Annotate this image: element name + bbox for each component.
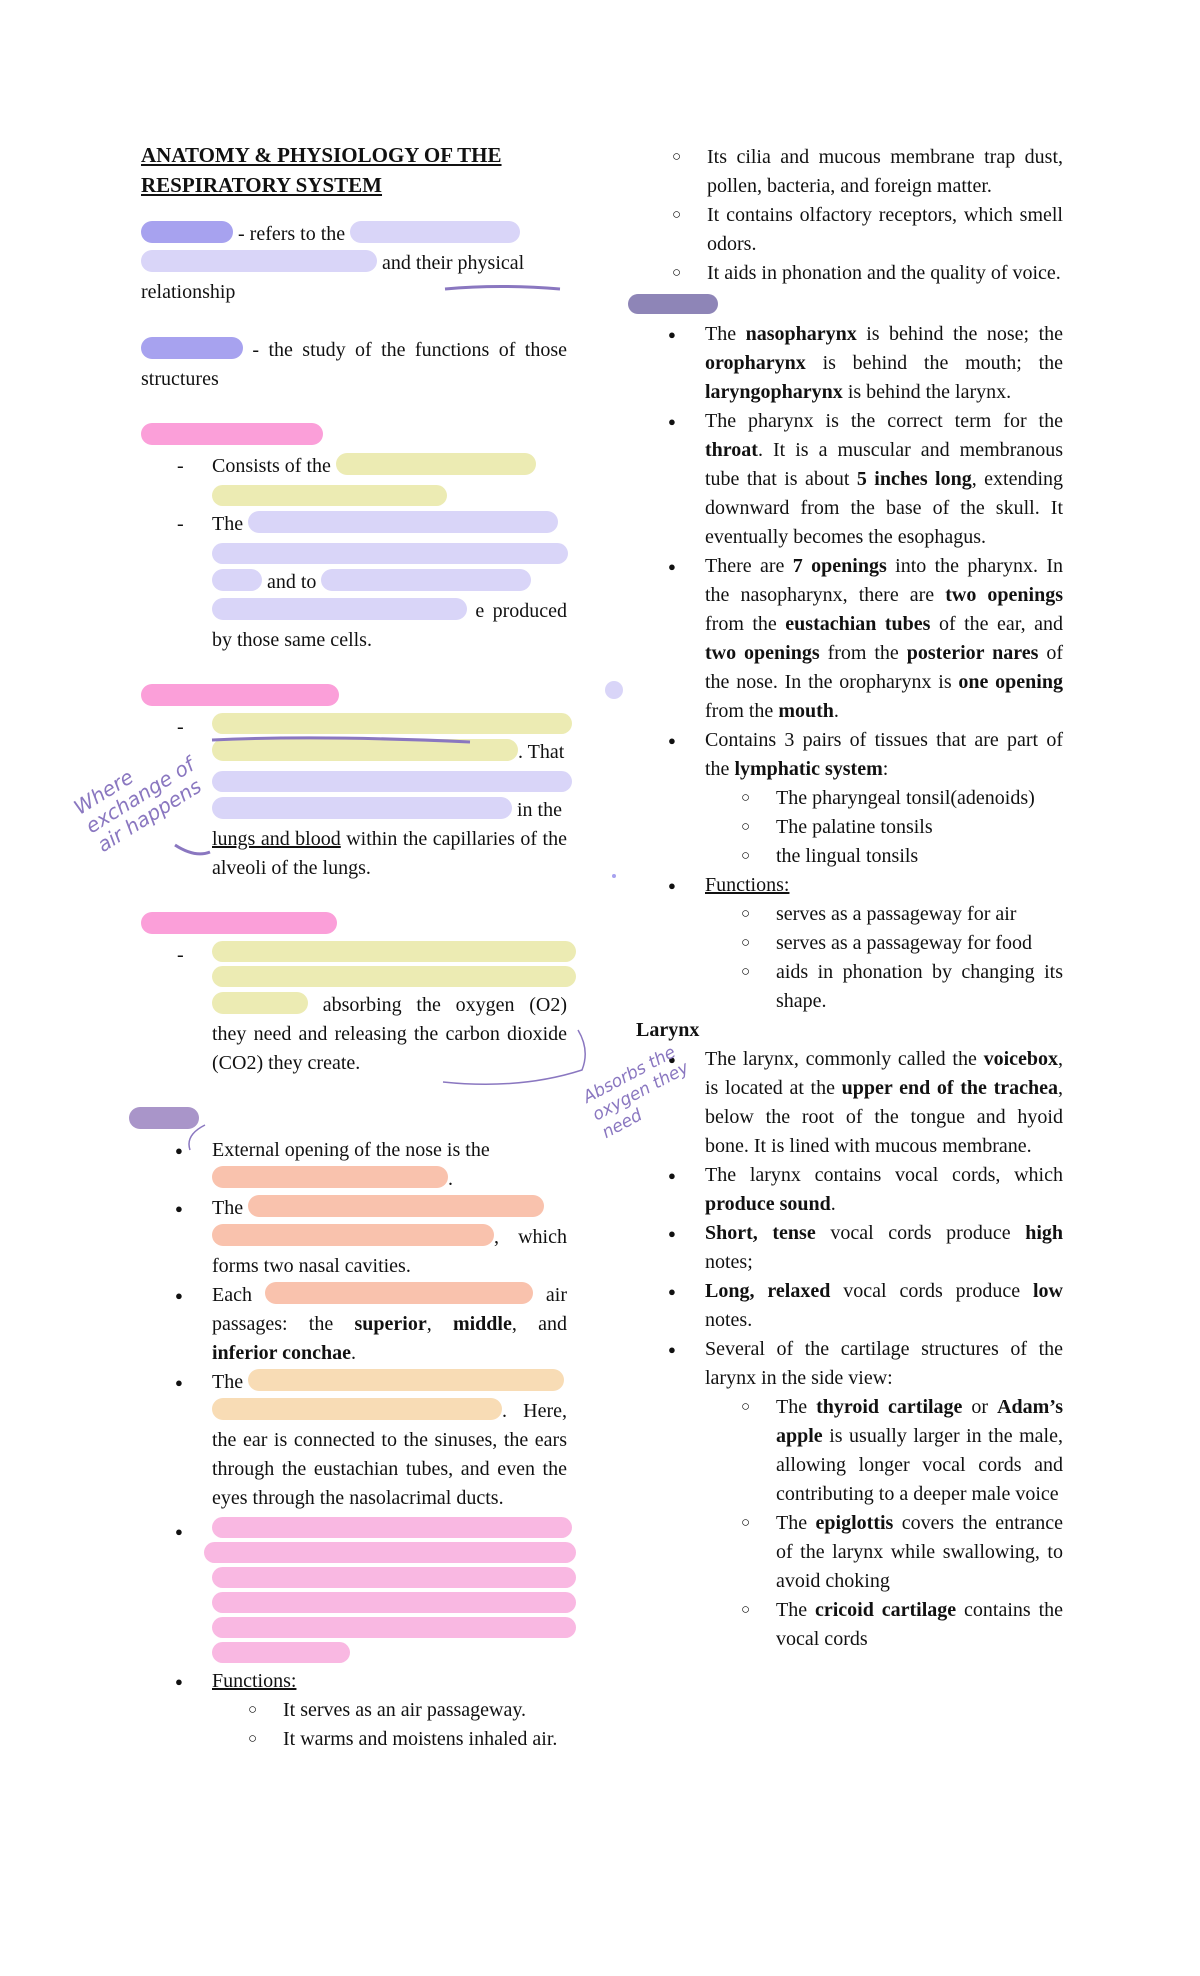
section-heading-highlight — [141, 423, 323, 445]
list-item: ● Long, relaxed vocal cords produce low notes. — [634, 1277, 1063, 1335]
highlight-dot — [612, 874, 616, 878]
list-item: ● There are 7 openings into the pharynx. In the nasopharynx, there are two openings from the eustachian tubes of the ear, and two openings from the posterior nares of the nose. In the oropharynx is one opening from the mouth. — [634, 552, 1063, 726]
list-item: ● Several of the cartilage structures of the larynx in the side view: ○ The thyroid cartilage or Adam’s apple is usually larger in the male, allowing longer vocal cords and contributing to a deeper male voice ○ The epiglottis covers the entrance of the larynx while swallowing, to avoid choking ○ The cricoid cartilage contains the vocal cords — [634, 1335, 1063, 1654]
list-item — [141, 1667, 567, 1754]
functions-label: Functions: — [705, 874, 790, 896]
list-item: ○ serves as a passageway for food — [705, 929, 1063, 958]
list-item: ● Short, tense vocal cords produce high notes; — [634, 1219, 1063, 1277]
list-item: ○ It aids in phonation and the quality of voice. — [562, 259, 1063, 288]
breathing-list — [141, 941, 567, 1078]
anatomy-definition — [141, 220, 567, 307]
list-item — [634, 871, 1063, 1016]
list-item: ● Each air passages: the superior, middle, and inferior conchae. — [141, 1281, 567, 1368]
highlight-redacted — [336, 453, 536, 475]
list-item: ● The larynx, commonly called the voicebox, is located at the upper end of the trachea, below the root of the tongue and hyoid bone. It is lined with mucous membrane. — [634, 1045, 1063, 1161]
highlight-dot — [605, 681, 623, 699]
highlight-physiology-term — [141, 337, 243, 359]
exchange-list — [141, 713, 567, 883]
pharynx-functions — [776, 900, 1063, 1016]
list-item: ● The . Here, the ear is connected to the sinuses, the ears through the eustachian tubes, and even the eyes through the nasolacrimal ducts. — [141, 1368, 567, 1513]
list-item: - absorbing the oxygen (O2) they need and releasing the carbon dioxide (CO2) they create. — [141, 941, 567, 1078]
physiology-text: - the study of the functions of those structures — [141, 339, 568, 390]
anatomy-text-2: and — [382, 252, 411, 274]
document-title: ANATOMY & PHYSIOLOGY OF THE RESPIRATORY SYSTEM — [141, 143, 502, 197]
functions-label: Functions: — [212, 1670, 297, 1692]
list-item: ○ It contains olfactory receptors, which smell odors. — [562, 201, 1063, 259]
highlight-redacted — [212, 1224, 494, 1246]
highlight-redacted — [321, 569, 531, 591]
highlight-redacted — [212, 713, 572, 734]
cartilage-list — [776, 1393, 1063, 1654]
list-item: ● External opening of the nose is the . — [141, 1136, 567, 1194]
structure-list — [141, 452, 567, 655]
section-heading-pharynx-highlight — [628, 294, 718, 314]
anatomy-text-1: - refers to the — [238, 223, 346, 245]
highlight-redacted — [212, 485, 447, 506]
physiology-definition — [141, 336, 567, 394]
highlight-redacted — [212, 543, 568, 564]
right-column — [636, 143, 1063, 1654]
list-item: ○ The cricoid cartilage contains the vocal cords — [705, 1596, 1063, 1654]
highlight-redacted — [212, 1398, 502, 1420]
highlight-redacted — [212, 569, 262, 591]
highlight-redacted — [212, 1517, 572, 1538]
nose-functions — [283, 1696, 567, 1754]
highlight-redacted — [141, 250, 377, 272]
larynx-list — [634, 1045, 1063, 1654]
list-item: ○ The epiglottis covers the entrance of the larynx while swallowing, to avoid choking — [705, 1509, 1063, 1596]
anatomy-text-4: relationship — [141, 281, 236, 303]
highlight-redacted — [248, 1195, 544, 1217]
list-item: ● Contains 3 pairs of tissues that are part of the lymphatic system: ○ The pharyngeal tonsil(adenoids) ○ The palatine tonsils ○ the lingual tonsils — [634, 726, 1063, 871]
highlight-redacted — [350, 221, 520, 243]
highlight-redacted — [248, 1369, 564, 1391]
anatomy-text-3: their physical — [415, 252, 525, 274]
list-item: - . That in the lungs and blood within the capillaries of the alveoli of the lungs. — [141, 713, 567, 883]
list-item: ○ It warms and moistens inhaled air. — [212, 1725, 567, 1754]
left-column — [141, 140, 567, 1754]
highlight-redacted — [212, 1166, 448, 1188]
highlight-anatomy-term — [141, 221, 233, 243]
list-item: - The and to e produced by those same cells. — [141, 510, 567, 655]
highlight-redacted — [212, 941, 576, 962]
list-item — [141, 1517, 567, 1663]
list-item: ○ It serves as an air passageway. — [212, 1696, 567, 1725]
list-item: ○ Its cilia and mucous membrane trap dust, pollen, bacteria, and foreign matter. — [562, 143, 1063, 201]
pharynx-list — [634, 320, 1063, 1016]
highlight-redacted — [212, 1642, 350, 1663]
tonsil-list — [776, 784, 1063, 871]
highlight-redacted — [212, 1567, 576, 1588]
list-item: ○ The palatine tonsils — [705, 813, 1063, 842]
nose-functions-continued — [562, 143, 1063, 288]
highlight-redacted — [212, 771, 572, 792]
handwritten-note-exchange: Where exchange of air happens — [69, 752, 206, 857]
larynx-heading: Larynx — [636, 1019, 700, 1041]
highlight-redacted — [212, 966, 576, 987]
handwritten-note-absorbs: Absorbs the oxygen they need — [580, 1042, 693, 1143]
list-item: ● The , which forms two nasal cavities. — [141, 1194, 567, 1281]
section-heading-highlight — [141, 912, 337, 934]
list-item: ○ The thyroid cartilage or Adam’s apple is usually larger in the male, allowing longer vocal cords and contributing to a deeper male voice — [705, 1393, 1063, 1509]
highlight-redacted — [204, 1542, 576, 1563]
highlight-redacted — [212, 739, 518, 761]
list-item: ○ The pharyngeal tonsil(adenoids) — [705, 784, 1063, 813]
section-heading-highlight — [141, 684, 339, 706]
list-item: ○ aids in phonation by changing its shape. — [705, 958, 1063, 1016]
highlight-redacted — [212, 1592, 576, 1613]
nose-list — [141, 1136, 567, 1754]
list-item: ● The pharynx is the correct term for the throat. It is a muscular and membranous tube that is about 5 inches long, extending downward from the base of the skull. It eventually becomes the esophagus. — [634, 407, 1063, 552]
list-item: ○ serves as a passageway for air — [705, 900, 1063, 929]
highlight-redacted — [265, 1282, 533, 1304]
list-item: ● The nasopharynx is behind the nose; the oropharynx is behind the mouth; the laryngopharynx is behind the larynx. — [634, 320, 1063, 407]
list-item: ○ the lingual tonsils — [705, 842, 1063, 871]
highlight-redacted — [212, 992, 308, 1014]
section-heading-nose-highlight — [129, 1107, 199, 1129]
list-item: ● The larynx contains vocal cords, which produce sound. — [634, 1161, 1063, 1219]
highlight-redacted — [248, 511, 558, 533]
list-item: - Consists of the — [141, 452, 567, 506]
highlight-redacted — [212, 598, 467, 620]
highlight-redacted — [212, 1617, 576, 1638]
highlight-redacted — [212, 797, 512, 819]
